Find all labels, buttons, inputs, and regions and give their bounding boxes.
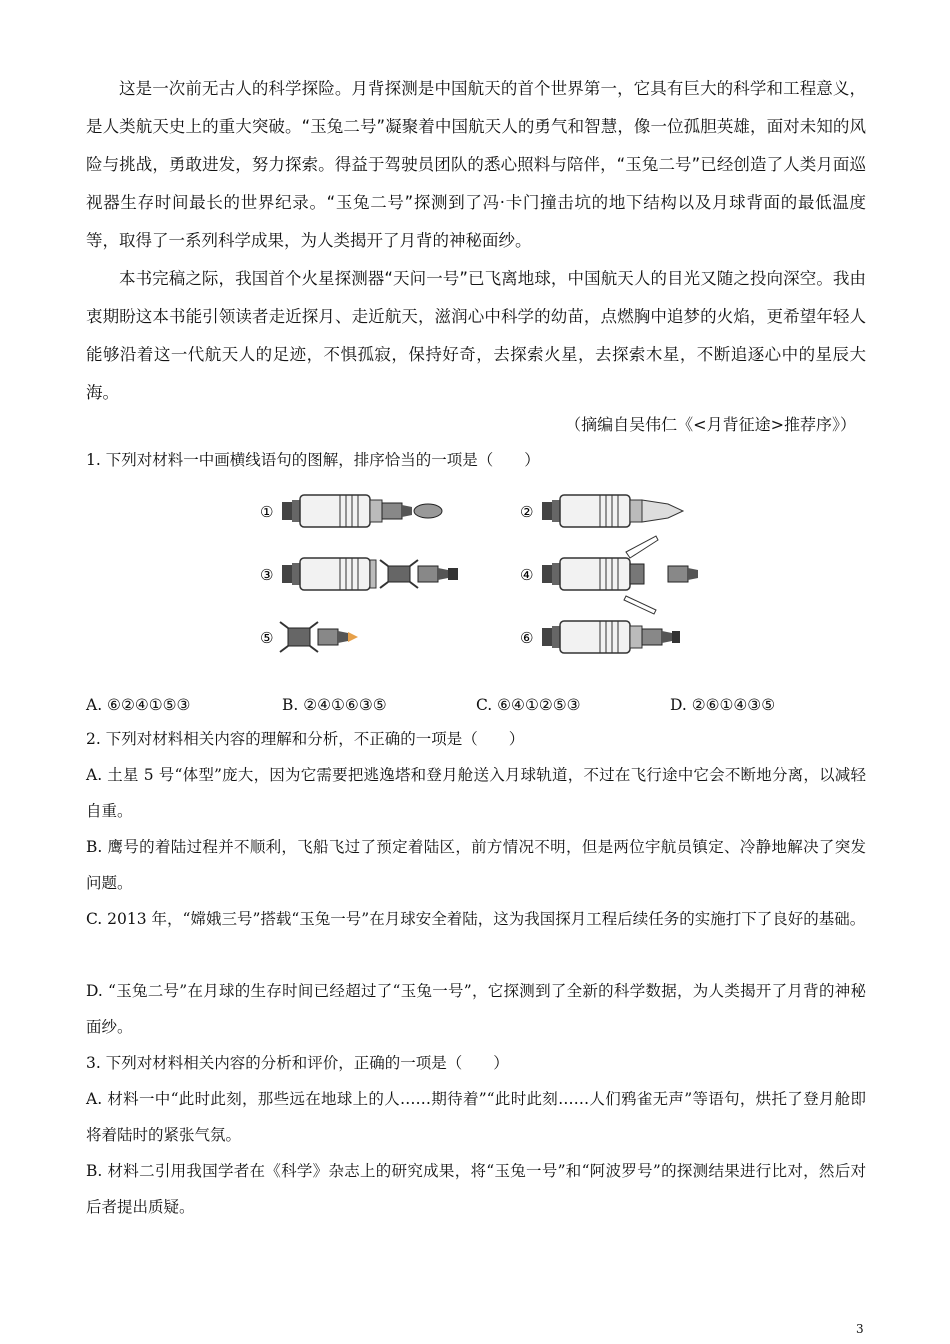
question-3-option-b[interactable]: B. 材料二引用我国学者在《科学》杂志上的研究成果，将“玉兔一号”和“阿波罗号”的探测结果进行比对，然后对后者提出质疑。 — [86, 1162, 866, 1216]
question-1-stem: 1. 下列对材料一中画横线语句的图解，排序恰当的一项是（ ） — [86, 451, 540, 469]
figure-label-3: ③ — [260, 566, 274, 584]
question-1-option-a[interactable]: A. ⑥②④①⑤③ — [86, 696, 191, 714]
question-1-option-c[interactable]: C. ⑥④①②⑤③ — [476, 696, 581, 714]
passage — [86, 70, 866, 412]
figure-label-2: ② — [520, 503, 534, 521]
rocket-figure-5 — [260, 622, 358, 652]
question-1-option-d[interactable]: D. ②⑥①④③⑤ — [670, 696, 776, 714]
figure-label-5: ⑤ — [260, 629, 274, 647]
rocket-figure-6 — [520, 621, 680, 653]
passage-source: （摘编自吴伟仁《<月背征途>推荐序》） — [565, 415, 856, 434]
question-1-option-b[interactable]: B. ②④①⑥③⑤ — [282, 696, 387, 714]
figure-label-1: ① — [260, 503, 274, 521]
passage-paragraph-2: 本书完稿之际，我国首个火星探测器“天问一号”已飞离地球，中国航天人的目光又随之投向深空。我由衷期盼这本书能引领读者走近探月、走近航天，滋润心中科学的幼苗，点燃胸中追梦的火焰，更希望年轻人能够沿着这一代航天人的足迹，不惧孤寂，保持好奇，去探索火星，去探索木星，不断追逐心中的星辰大海。 — [86, 269, 866, 402]
passage-paragraph-1: 这是一次前无古人的科学探险。月背探测是中国航天的首个世界第一，它具有巨大的科学和工程意义，是人类航天史上的重大突破。“玉兔二号”凝聚着中国航天人的勇气和智慧，像一位孤胆英雄，面对未知的风险与挑战，勇敢进发，努力探索。得益于驾驶员团队的悉心照料与陪伴，“玉兔二号”已经创造了人类月面巡视器生存时间最长的世界纪录。“玉兔二号”探测到了冯·卡门撞击坑的地下结构以及月球背面的最低温度等，取得了一系列科学成果，为人类揭开了月背的神秘面纱。 — [86, 79, 866, 250]
figure-label-4: ④ — [520, 566, 534, 584]
rocket-figure-2 — [520, 495, 683, 527]
rocket-figure-4 — [520, 536, 698, 614]
figure-label-6: ⑥ — [520, 629, 534, 647]
question-2-stem: 2. 下列对材料相关内容的理解和分析，不正确的一项是（ ） — [86, 730, 525, 748]
page-number: 3 — [856, 1322, 864, 1336]
question-2-option-a[interactable]: A. 土星 5 号“体型”庞大，因为它需要把逃逸塔和登月舱送入月球轨道，不过在飞行途中它会不断地分离，以减轻自重。 — [86, 766, 866, 820]
rocket-figure-1 — [260, 495, 442, 527]
question-3-stem: 3. 下列对材料相关内容的分析和评价，正确的一项是（ ） — [86, 1054, 509, 1072]
question-2-option-d[interactable]: D. “玉兔二号”在月球的生存时间已经超过了“玉兔一号”，它探测到了全新的科学数据，为人类揭开了月背的神秘面纱。 — [86, 982, 866, 1036]
question-3-option-a[interactable]: A. 材料一中“此时此刻，那些远在地球上的人……期待着”“此时此刻……人们鸦雀无声”等语句，烘托了登月舱即将着陆时的紧张气氛。 — [86, 1090, 866, 1144]
rocket-diagram — [258, 480, 718, 665]
rocket-figure-3 — [260, 558, 458, 590]
question-2-option-c[interactable]: C. 2013 年，“嫦娥三号”搭载“玉兔一号”在月球安全着陆，这为我国探月工程后续任务的实施打下了良好的基础。 — [86, 910, 866, 928]
question-2-option-b[interactable]: B. 鹰号的着陆过程并不顺利，飞船飞过了预定着陆区，前方情况不明，但是两位宇航员镇定、冷静地解决了突发问题。 — [86, 838, 866, 892]
